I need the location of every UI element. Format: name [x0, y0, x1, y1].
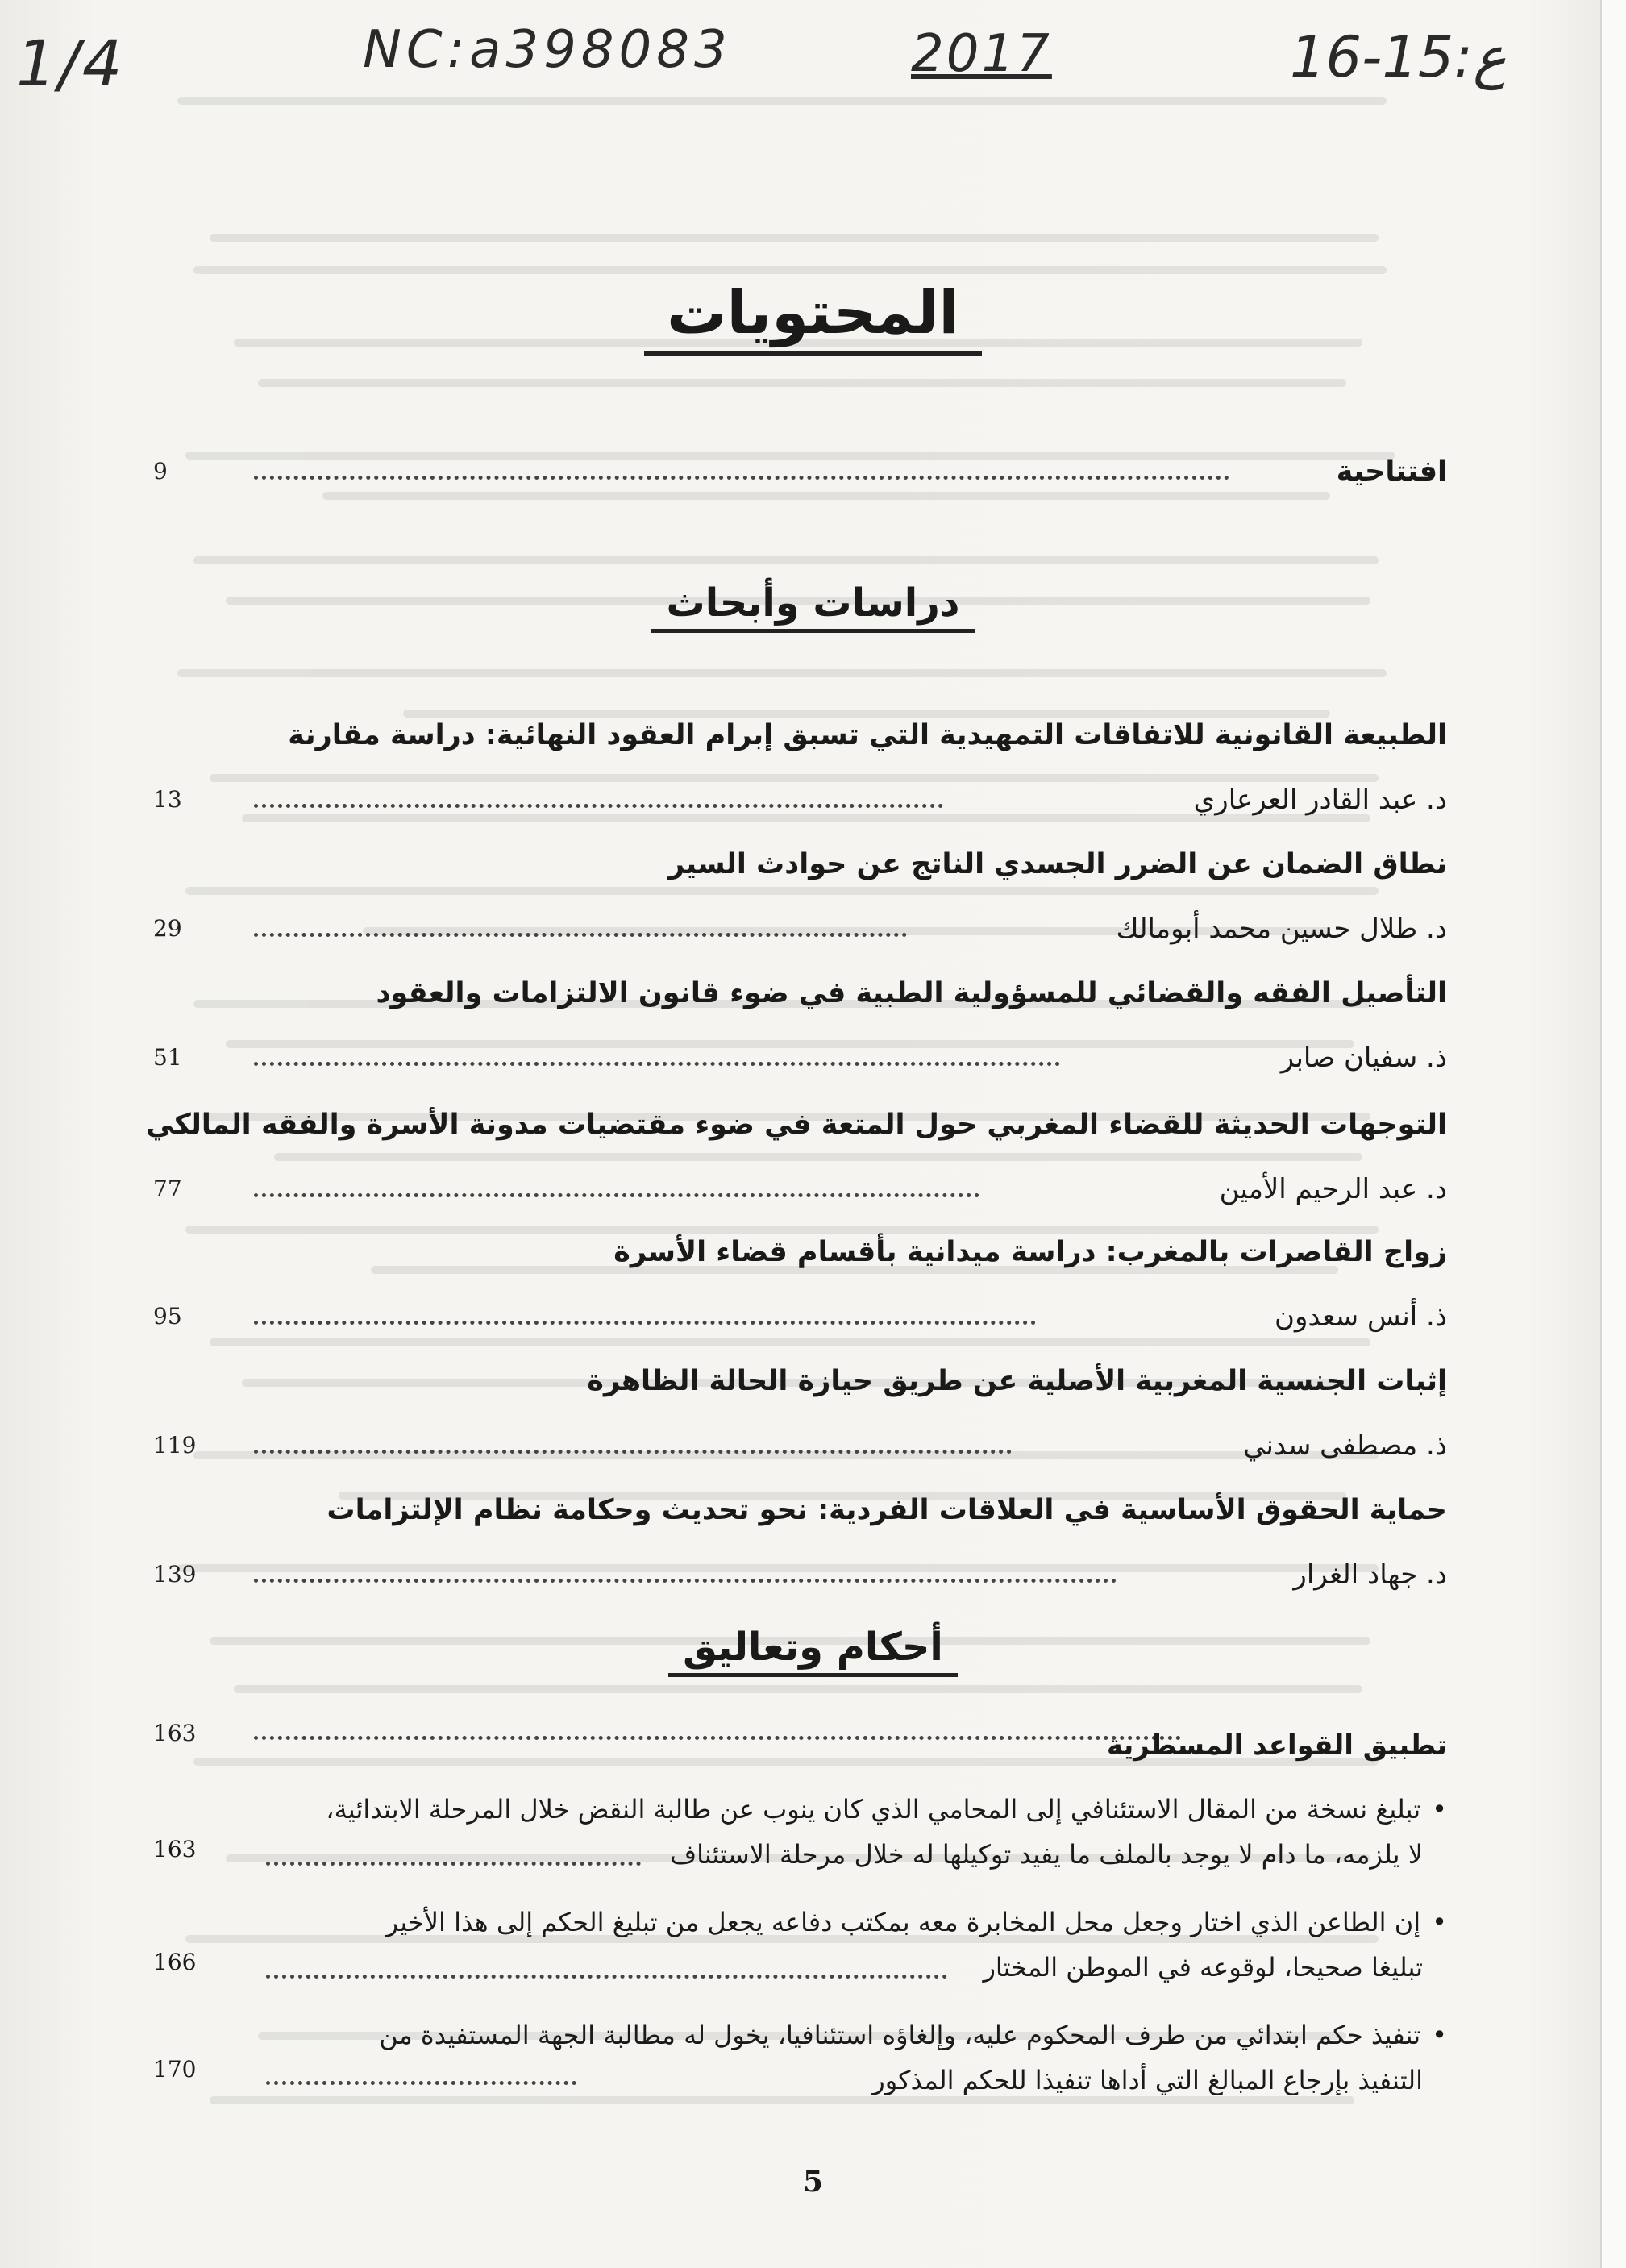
page-number: 9	[153, 458, 168, 485]
ruling-summary-item[interactable]: • تنفيذ حكم ابتدائي من طرف المحكوم عليه، وإلغاؤه استئنافيا، يخول له مطالبة الجهة المستفيدة من التنفيذ بإرجاع المبالغ التي أداها تنفيذا للحكم المذكور 170	[214, 2020, 1447, 2108]
toc-item-author-row[interactable]	[153, 1026, 1447, 1074]
page-number: 163	[153, 1720, 197, 1746]
dot-leader	[254, 1736, 1181, 1740]
toc-item-author: د. عبد القادر العرعاري	[1193, 784, 1447, 816]
page-title: المحتويات	[0, 278, 1626, 356]
page-number: 166	[153, 1949, 197, 1975]
toc-item-author: د. عبد الرحيم الأمين	[1219, 1173, 1447, 1205]
dot-leader	[266, 1862, 641, 1866]
handwritten-catalog-code: NC:a398083	[363, 20, 732, 80]
dot-leader	[254, 1062, 1060, 1066]
toc-item-author: ذ. مصطفى سدني	[1243, 1429, 1447, 1462]
toc-item-author-row[interactable]	[153, 897, 1447, 945]
dot-leader	[266, 1975, 947, 1979]
toc-intro-label: افتتاحية	[1336, 456, 1447, 488]
page-number: 170	[153, 2056, 197, 2083]
toc-item-title[interactable]: التأصيل الفقه والقضائي للمسؤولية الطبية في ضوء قانون الالتزامات والعقود	[376, 977, 1447, 1009]
dot-leader	[254, 1193, 979, 1197]
page-number: 51	[153, 1044, 182, 1071]
dot-leader	[254, 476, 1229, 480]
handwritten-year: 2017	[911, 24, 1052, 84]
toc-item-title[interactable]: حماية الحقوق الأساسية في العلاقات الفردية: نحو تحديث وحكامة نظام الإلتزامات	[326, 1494, 1447, 1526]
toc-item-title[interactable]: إثبات الجنسية المغربية الأصلية عن طريق حيازة الحالة الظاهرة	[587, 1365, 1447, 1397]
page-number: 119	[153, 1432, 197, 1459]
page-number: 77	[153, 1176, 182, 1202]
section-heading-rulings: أحكام وتعاليق	[0, 1625, 1626, 1677]
toc-item-title[interactable]: الطبيعة القانونية للاتفاقات التمهيدية التي تسبق إبرام العقود النهائية: دراسة مقارنة	[288, 719, 1447, 751]
toc-item-author: د. طلال حسين محمد أبومالك	[1116, 913, 1447, 945]
handwritten-volume-note: 1/4	[16, 28, 125, 101]
toc-item-author-row[interactable]	[153, 768, 1447, 816]
toc-item-author: ذ. أنس سعدون	[1275, 1300, 1447, 1333]
toc-item-title[interactable]: زواج القاصرات بالمغرب: دراسة ميدانية بأقسام قضاء الأسرة	[613, 1236, 1447, 1268]
page-number: 139	[153, 1561, 197, 1588]
toc-item-author-row[interactable]	[153, 1413, 1447, 1462]
dot-leader	[254, 1579, 1117, 1583]
toc-item-title[interactable]: نطاق الضمان عن الضرر الجسدي الناتج عن حوادث السير	[668, 848, 1447, 880]
page-number: 13	[153, 786, 182, 813]
toc-item-author-row[interactable]	[153, 1157, 1447, 1205]
handwritten-issue-note: 16-15:ع	[1290, 24, 1507, 90]
ruling-summary-item[interactable]: • تبليغ نسخة من المقال الاستئنافي إلى المحامي الذي كان ينوب عن طالبة النقض خلال المرحلة الابتدائية، لا يلزمه، ما دام لا يوجد بالملف ما يفيد توكيلها له خلال مرحلة الاستئناف 163	[214, 1794, 1447, 1883]
toc-article-title[interactable]: تطبيق القواعد المسطرية	[1106, 1729, 1447, 1762]
toc-intro-row[interactable]	[153, 439, 1447, 488]
page-number: 29	[153, 915, 182, 942]
dot-leader	[254, 933, 907, 937]
page-number: 95	[153, 1303, 182, 1330]
dot-leader	[254, 1321, 1036, 1325]
toc-item-title[interactable]: التوجهات الحديثة للقضاء المغربي حول المتعة في ضوء مقتضيات مدونة الأسرة والفقه المالكي	[146, 1109, 1447, 1141]
toc-item-author: د. جهاد الغرار	[1293, 1558, 1447, 1591]
dot-leader	[254, 804, 943, 808]
toc-item-author-row[interactable]	[153, 1284, 1447, 1333]
toc-item-author-row[interactable]	[153, 1542, 1447, 1591]
ruling-summary-item[interactable]: • إن الطاعن الذي اختار وجعل محل المخابرة معه بمكتب دفاعه يجعل من تبليغ الحكم إلى هذا الأخير تبليغا صحيحا، لوقوعه في الموطن المختار 166	[214, 1907, 1447, 1995]
section-heading-studies: دراسات وأبحاث	[0, 581, 1626, 633]
page-number: 163	[153, 1836, 197, 1862]
folio-page-number: 5	[802, 2165, 824, 2199]
dot-leader	[266, 2081, 576, 2085]
dot-leader	[254, 1450, 1012, 1454]
page-edge	[1600, 0, 1626, 2268]
toc-item-author: ذ. سفيان صابر	[1280, 1042, 1447, 1074]
